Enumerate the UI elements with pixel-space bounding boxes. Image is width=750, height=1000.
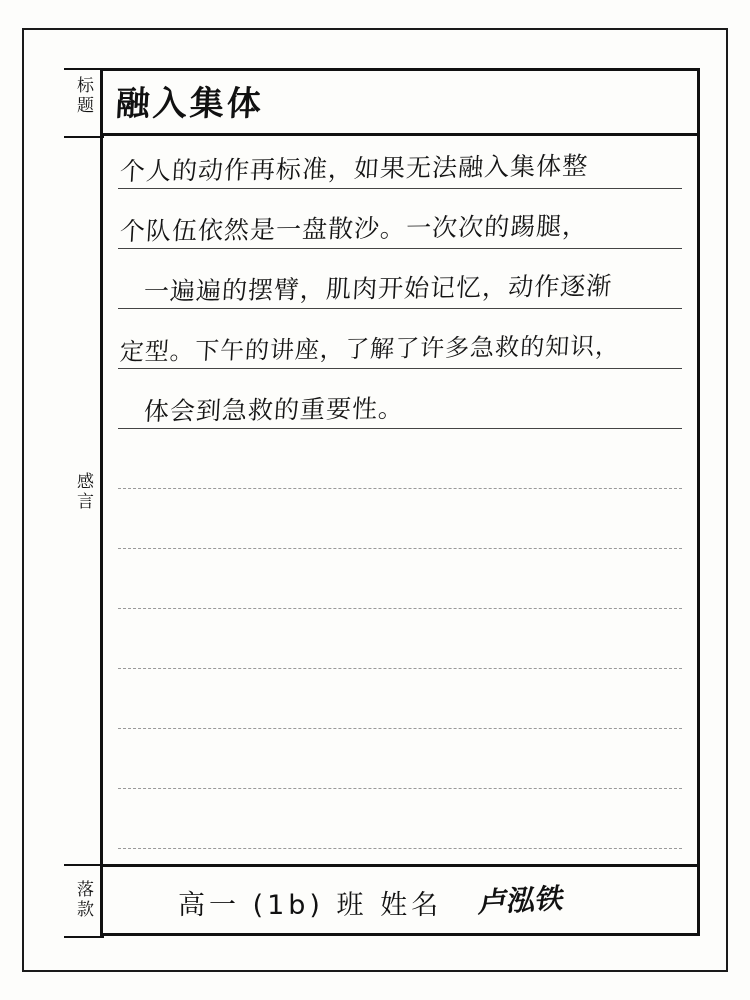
- student-name: 卢泓铁: [476, 881, 567, 920]
- label-body: [68, 472, 104, 511]
- handwritten-line: 个队伍依然是一盘散沙。一次次的踢腿，: [119, 211, 590, 246]
- class-line: 高一 (1b) 班 姓名: [178, 890, 443, 921]
- rule-line: [118, 548, 682, 549]
- gutter-tick-signature-top: [64, 864, 104, 866]
- label-title: [68, 76, 104, 115]
- body-area: [100, 136, 700, 864]
- label-signature-char-1: 落: [77, 880, 95, 899]
- rule-line: [118, 368, 682, 369]
- label-signature: [68, 880, 104, 919]
- rule-line: [118, 488, 682, 489]
- label-title-char-2: 题: [77, 95, 95, 115]
- rule-line: [118, 668, 682, 669]
- rule-line: [118, 848, 682, 849]
- rule-line: [118, 608, 682, 609]
- signature-row: [100, 864, 700, 936]
- label-body-char-1: 感: [77, 472, 95, 491]
- gutter-tick-bottom: [64, 936, 104, 938]
- rule-line: [118, 308, 682, 309]
- label-title-char-1: 标: [77, 76, 95, 95]
- rule-line: [118, 248, 682, 249]
- handwritten-line: 定型。下午的讲座，了解了许多急救的知识，: [119, 331, 622, 366]
- label-signature-char-2: 款: [77, 899, 95, 919]
- label-body-char-2: 言: [77, 491, 95, 511]
- handwritten-line: 体会到急救的重要性。: [143, 393, 405, 426]
- gutter-tick-top: [64, 68, 104, 70]
- rule-line: [118, 788, 682, 789]
- title-value: 融入集体: [114, 84, 265, 124]
- handwritten-line: 一遍遍的摆臂，肌肉开始记忆，动作逐渐: [143, 271, 614, 306]
- rule-line: [118, 188, 682, 189]
- gutter-tick-title-bottom: [64, 136, 104, 138]
- handwritten-line: 个人的动作再标准，如果无法融入集体整: [119, 151, 590, 186]
- rule-line: [118, 728, 682, 729]
- rule-line: [118, 428, 682, 429]
- title-row: [100, 68, 700, 136]
